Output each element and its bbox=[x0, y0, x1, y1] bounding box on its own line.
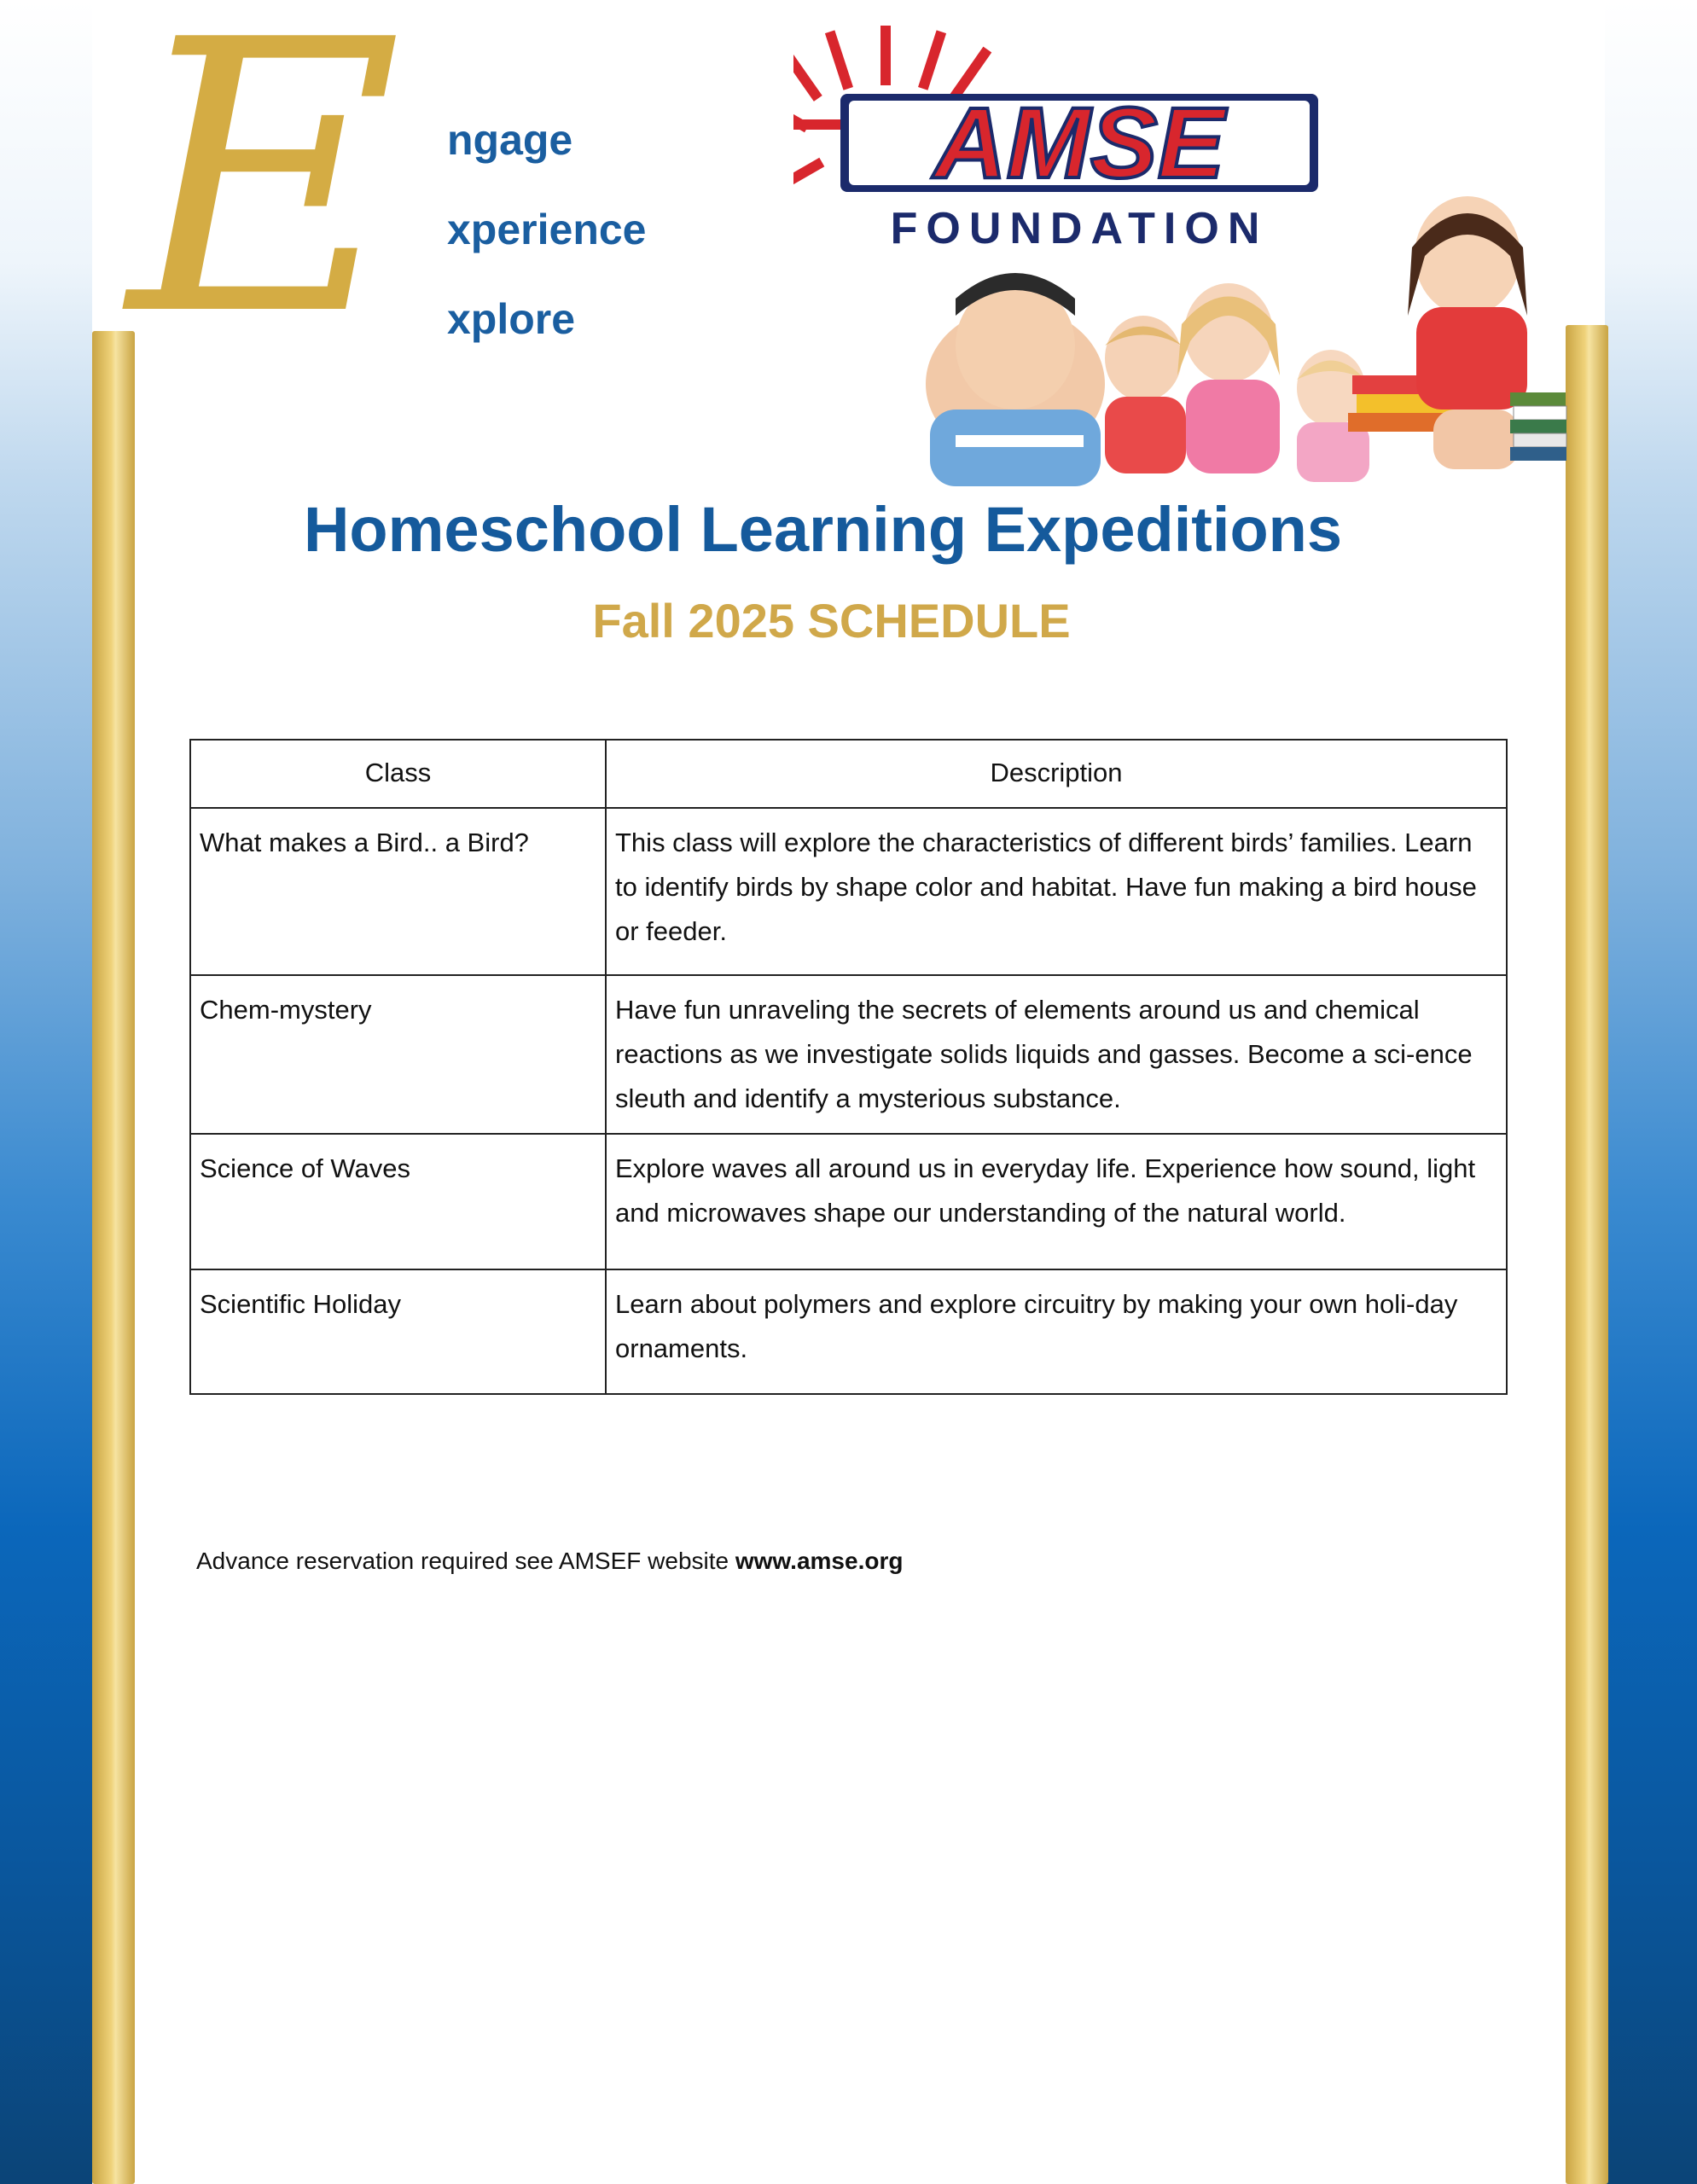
page-title: Homeschool Learning Expeditions bbox=[303, 494, 1343, 565]
reservation-note bbox=[196, 1548, 903, 1575]
table-row bbox=[190, 1269, 1507, 1394]
class-description: Explore waves all around us in everyday life. Experience how sound, light and microwaves shape our understanding of the natural world. bbox=[606, 1134, 1507, 1269]
left-gradient-band bbox=[0, 0, 92, 2184]
table-row bbox=[190, 1134, 1507, 1269]
tagline-experience: xperience bbox=[447, 206, 647, 253]
decorative-letter-e: E bbox=[128, 0, 403, 398]
schedule-table bbox=[189, 739, 1508, 1395]
website-link[interactable]: www.amse.org bbox=[735, 1548, 904, 1574]
tagline-explore: xplore bbox=[447, 295, 576, 343]
header-description: Description bbox=[606, 740, 1507, 808]
class-name: What makes a Bird.. a Bird? bbox=[190, 808, 606, 975]
class-name: Scientific Holiday bbox=[190, 1269, 606, 1394]
class-description: Learn about polymers and explore circuitry by making your own holi-day ornaments. bbox=[606, 1269, 1507, 1394]
class-description: Have fun unraveling the secrets of elements around us and chemical reactions as we investigate solids liquids and gasses. Become a sci-ence sleuth and identify a mysterious substance. bbox=[606, 975, 1507, 1134]
class-description: This class will explore the characteristics of different birds’ families. Learn to identify birds by shape color and habitat. Have fun making a bird house or feeder. bbox=[606, 808, 1507, 975]
tagline-engage: ngage bbox=[447, 116, 573, 164]
class-name: Chem-mystery bbox=[190, 975, 606, 1134]
class-name: Science of Waves bbox=[190, 1134, 606, 1269]
right-gradient-band bbox=[1605, 0, 1697, 2184]
table-header-row bbox=[190, 740, 1507, 808]
children-photo bbox=[921, 162, 1570, 503]
reservation-text: Advance reservation required see AMSEF website bbox=[196, 1548, 735, 1574]
logo-wordmark: AMSE bbox=[933, 87, 1225, 200]
logo-foundation-text: FOUNDATION bbox=[890, 204, 1269, 253]
page-subtitle: Fall 2025 SCHEDULE bbox=[592, 594, 1071, 648]
table-row bbox=[190, 808, 1507, 975]
header-class: Class bbox=[190, 740, 606, 808]
table-row bbox=[190, 975, 1507, 1134]
